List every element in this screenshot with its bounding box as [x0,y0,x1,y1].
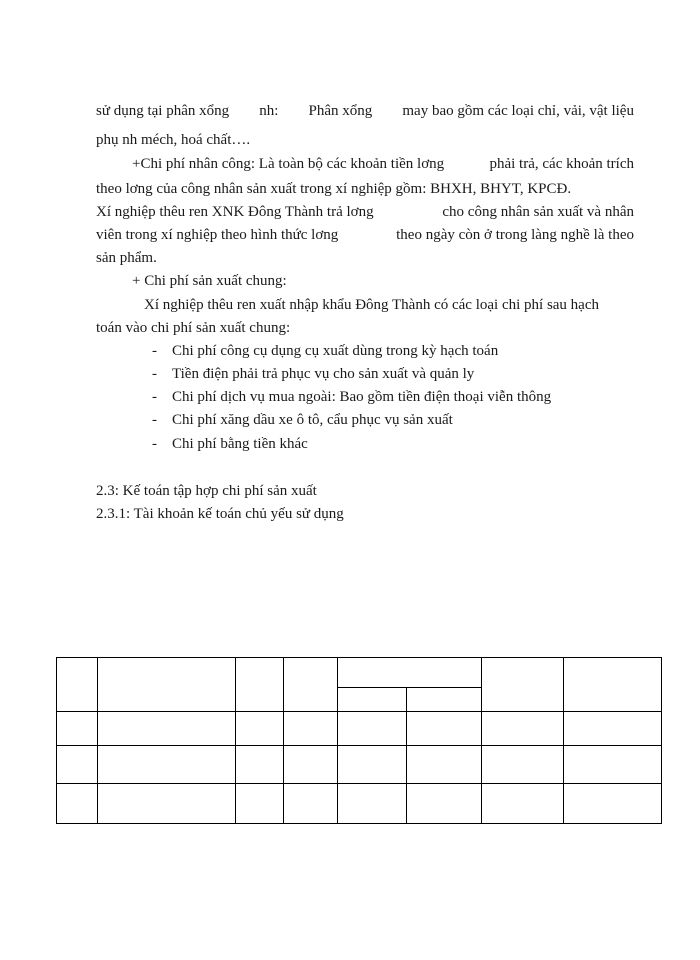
table-row [57,784,662,824]
text-line [96,204,634,221]
table-cell [98,658,236,712]
table-cell [57,658,98,712]
text-segment: nh: [259,103,279,119]
table-cell [236,784,284,824]
table-cell [338,746,407,784]
list-dash: - [152,366,157,382]
table-cell [338,712,407,746]
text-segment: sử dụng tại phân xổng [96,103,230,119]
table-cell [236,712,284,746]
list-item-text: Chi phí bằng tiền khác [172,436,308,452]
table-cell [57,784,98,824]
text-segment: +Chi phí nhân công: Là toàn bộ các khoản tiền lơng [132,156,445,172]
text-line: sản phẩm. [96,250,157,266]
table-cell [564,658,662,712]
text-segment: may bao gồm các loại chỉ, vải, vật liệu [402,103,634,119]
text-line: + Chi phí sản xuất chung: [132,273,287,289]
list-dash: - [152,389,157,405]
table-cell [407,746,482,784]
table-cell [236,658,284,712]
text-segment: viên trong xí nghiệp theo hình thức lơng [96,227,339,243]
text-segment: phải trả, các khoản trích [489,156,634,172]
text-line [96,103,634,120]
table-cell [57,712,98,746]
list-item-text: Tiền điện phải trả phục vụ cho sản xuất và quản ly [172,366,475,382]
table-cell [407,688,482,712]
table-cell [284,658,338,712]
table-header-row [57,658,662,688]
table-cell [98,784,236,824]
text-line: phụ nh méch, hoá chất…. [96,132,251,148]
table-cell [564,712,662,746]
table-cell [482,658,564,712]
table-cell [98,746,236,784]
text-line [96,227,634,244]
table-cell [407,784,482,824]
text-line: toán vào chi phí sản xuất chung: [96,320,291,336]
table-cell [284,784,338,824]
list-dash: - [152,436,157,452]
table-cell [564,784,662,824]
list-dash: - [152,343,157,359]
subsection-heading: 2.3.1: Tài khoản kế toán chủ yếu sử dụng [96,506,344,522]
list-item-text: Chi phí công cụ dụng cụ xuất dùng trong kỳ hạch toán [172,343,499,359]
table-cell [284,712,338,746]
table-row [57,712,662,746]
table-cell [482,712,564,746]
table-cell [564,746,662,784]
empty-table [56,657,662,824]
table-cell [236,746,284,784]
table-cell [57,746,98,784]
text-segment: Phân xổng [308,103,373,119]
table-cell [98,712,236,746]
text-line: Xí nghiệp thêu ren xuất nhập khẩu Đông Thành có các loại chi phí sau hạch [144,297,600,313]
table-cell [482,784,564,824]
text-segment: theo ngày còn ở trong làng nghề là theo [396,227,634,243]
table-cell [338,658,482,688]
table-cell [338,688,407,712]
list-item-text: Chi phí xăng dầu xe ô tô, cẩu phục vụ sản xuất [172,412,453,428]
table-cell [482,746,564,784]
table-cell [407,712,482,746]
text-segment: cho công nhân sản xuất và nhân [442,204,634,220]
table-row [57,746,662,784]
text-line: theo lơng của công nhân sản xuất trong xí nghiệp gồm: BHXH, BHYT, KPCĐ. [96,181,572,197]
list-dash: - [152,412,157,428]
list-item-text: Chi phí dịch vụ mua ngoài: Bao gồm tiền điện thoại viễn thông [172,389,552,405]
table-cell [284,746,338,784]
table-cell [338,784,407,824]
section-heading: 2.3: Kế toán tập hợp chi phí sản xuất [96,483,317,499]
text-line [132,156,634,173]
text-segment: Xí nghiệp thêu ren XNK Đông Thành trả lơng [96,204,374,220]
